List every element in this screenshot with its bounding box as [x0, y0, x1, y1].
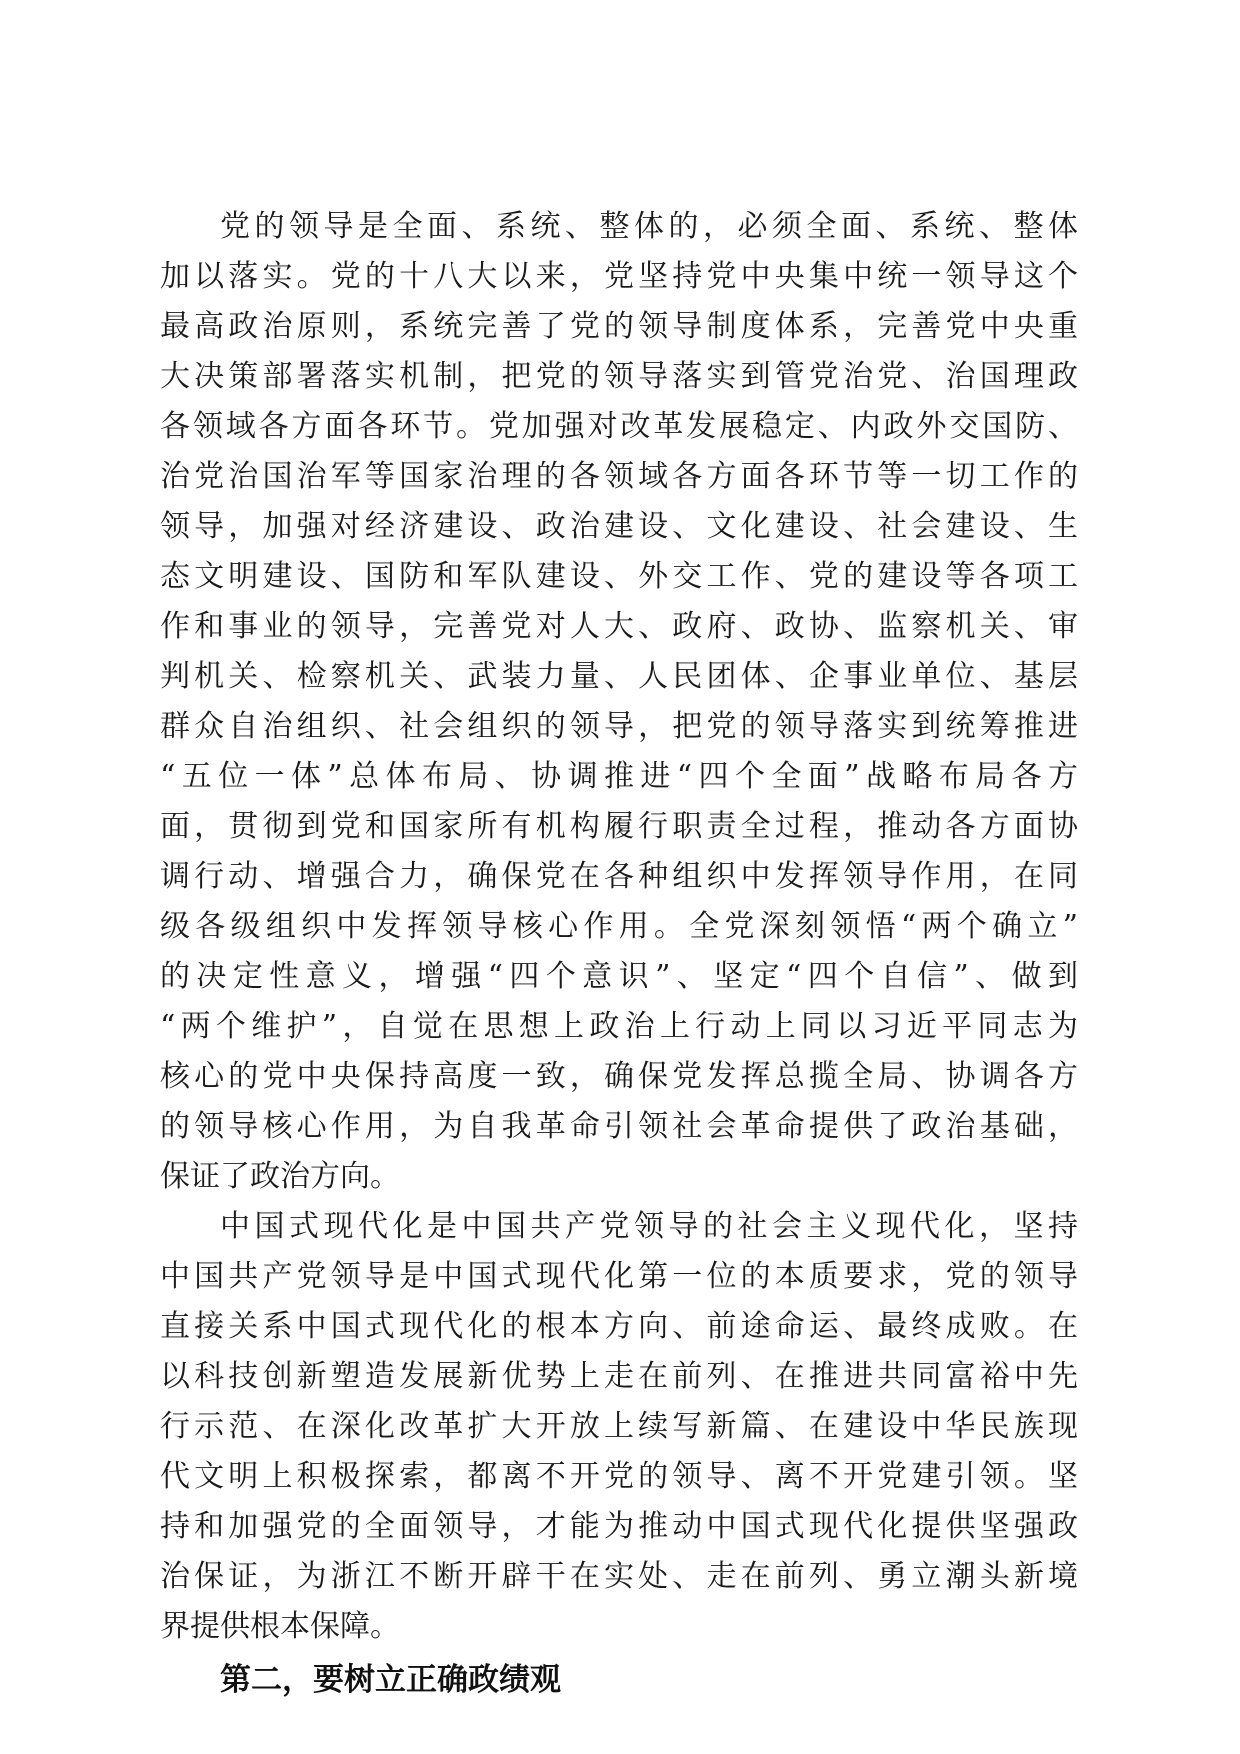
text-line: 的领导核心作用，为自我革命引领社会革命提供了政治基础，	[160, 1109, 1078, 1144]
text-line: 治保证，为浙江不断开辟干在实处、走在前列、勇立潮头新境	[160, 1559, 1078, 1594]
text-line: 以科技创新塑造发展新优势上走在前列、在推进共同富裕中先	[160, 1359, 1078, 1394]
text-line: “两个维护”，自觉在思想上政治上行动上同以习近平同志为	[160, 1009, 1078, 1044]
text-line: 直接关系中国式现代化的根本方向、前途命运、最终成败。在	[160, 1309, 1078, 1344]
section-heading: 第二，要树立正确政绩观	[220, 1662, 561, 1698]
text-line: 代文明上积极探索，都离不开党的领导、离不开党建引领。坚	[160, 1459, 1078, 1494]
text-line: 领导，加强对经济建设、政治建设、文化建设、社会建设、生	[160, 509, 1078, 544]
text-line: 行示范、在深化改革扩大开放上续写新篇、在建设中华民族现	[160, 1409, 1078, 1444]
text-line: 调行动、增强合力，确保党在各种组织中发挥领导作用，在同	[160, 859, 1078, 894]
text-line: 大决策部署落实机制，把党的领导落实到管党治党、治国理政	[160, 359, 1078, 394]
text-line: 中国式现代化是中国共产党领导的社会主义现代化，坚持	[220, 1209, 1078, 1244]
text-line: 保证了政治方向。	[160, 1159, 400, 1194]
text-line: 判机关、检察机关、武装力量、人民团体、企事业单位、基层	[160, 659, 1078, 694]
text-line: 持和加强党的全面领导，才能为推动中国式现代化提供坚强政	[160, 1509, 1078, 1544]
text-line: 级各级组织中发挥领导核心作用。全党深刻领悟“两个确立”	[160, 909, 1078, 944]
text-line: 核心的党中央保持高度一致，确保党发挥总揽全局、协调各方	[160, 1059, 1078, 1094]
text-line: 的决定性意义，增强“四个意识”、坚定“四个自信”、做到	[160, 959, 1078, 994]
text-line: 党的领导是全面、系统、整体的，必须全面、系统、整体	[220, 209, 1078, 244]
text-line: 面，贯彻到党和国家所有机构履行职责全过程，推动各方面协	[160, 809, 1078, 844]
text-line: 中国共产党领导是中国式现代化第一位的本质要求，党的领导	[160, 1259, 1078, 1294]
text-line: 群众自治组织、社会组织的领导，把党的领导落实到统筹推进	[160, 709, 1078, 744]
text-line: 治党治国治军等国家治理的各领域各方面各环节等一切工作的	[160, 459, 1078, 494]
text-line: 态文明建设、国防和军队建设、外交工作、党的建设等各项工	[160, 559, 1078, 594]
text-line: 各领域各方面各环节。党加强对改革发展稳定、内政外交国防、	[160, 409, 1078, 444]
text-line: 加以落实。党的十八大以来，党坚持党中央集中统一领导这个	[160, 259, 1078, 294]
text-line: 界提供根本保障。	[160, 1609, 400, 1644]
text-line: “五位一体”总体布局、协调推进“四个全面”战略布局各方	[160, 759, 1078, 794]
text-line: 作和事业的领导，完善党对人大、政府、政协、监察机关、审	[160, 609, 1078, 644]
text-line: 最高政治原则，系统完善了党的领导制度体系，完善党中央重	[160, 309, 1078, 344]
